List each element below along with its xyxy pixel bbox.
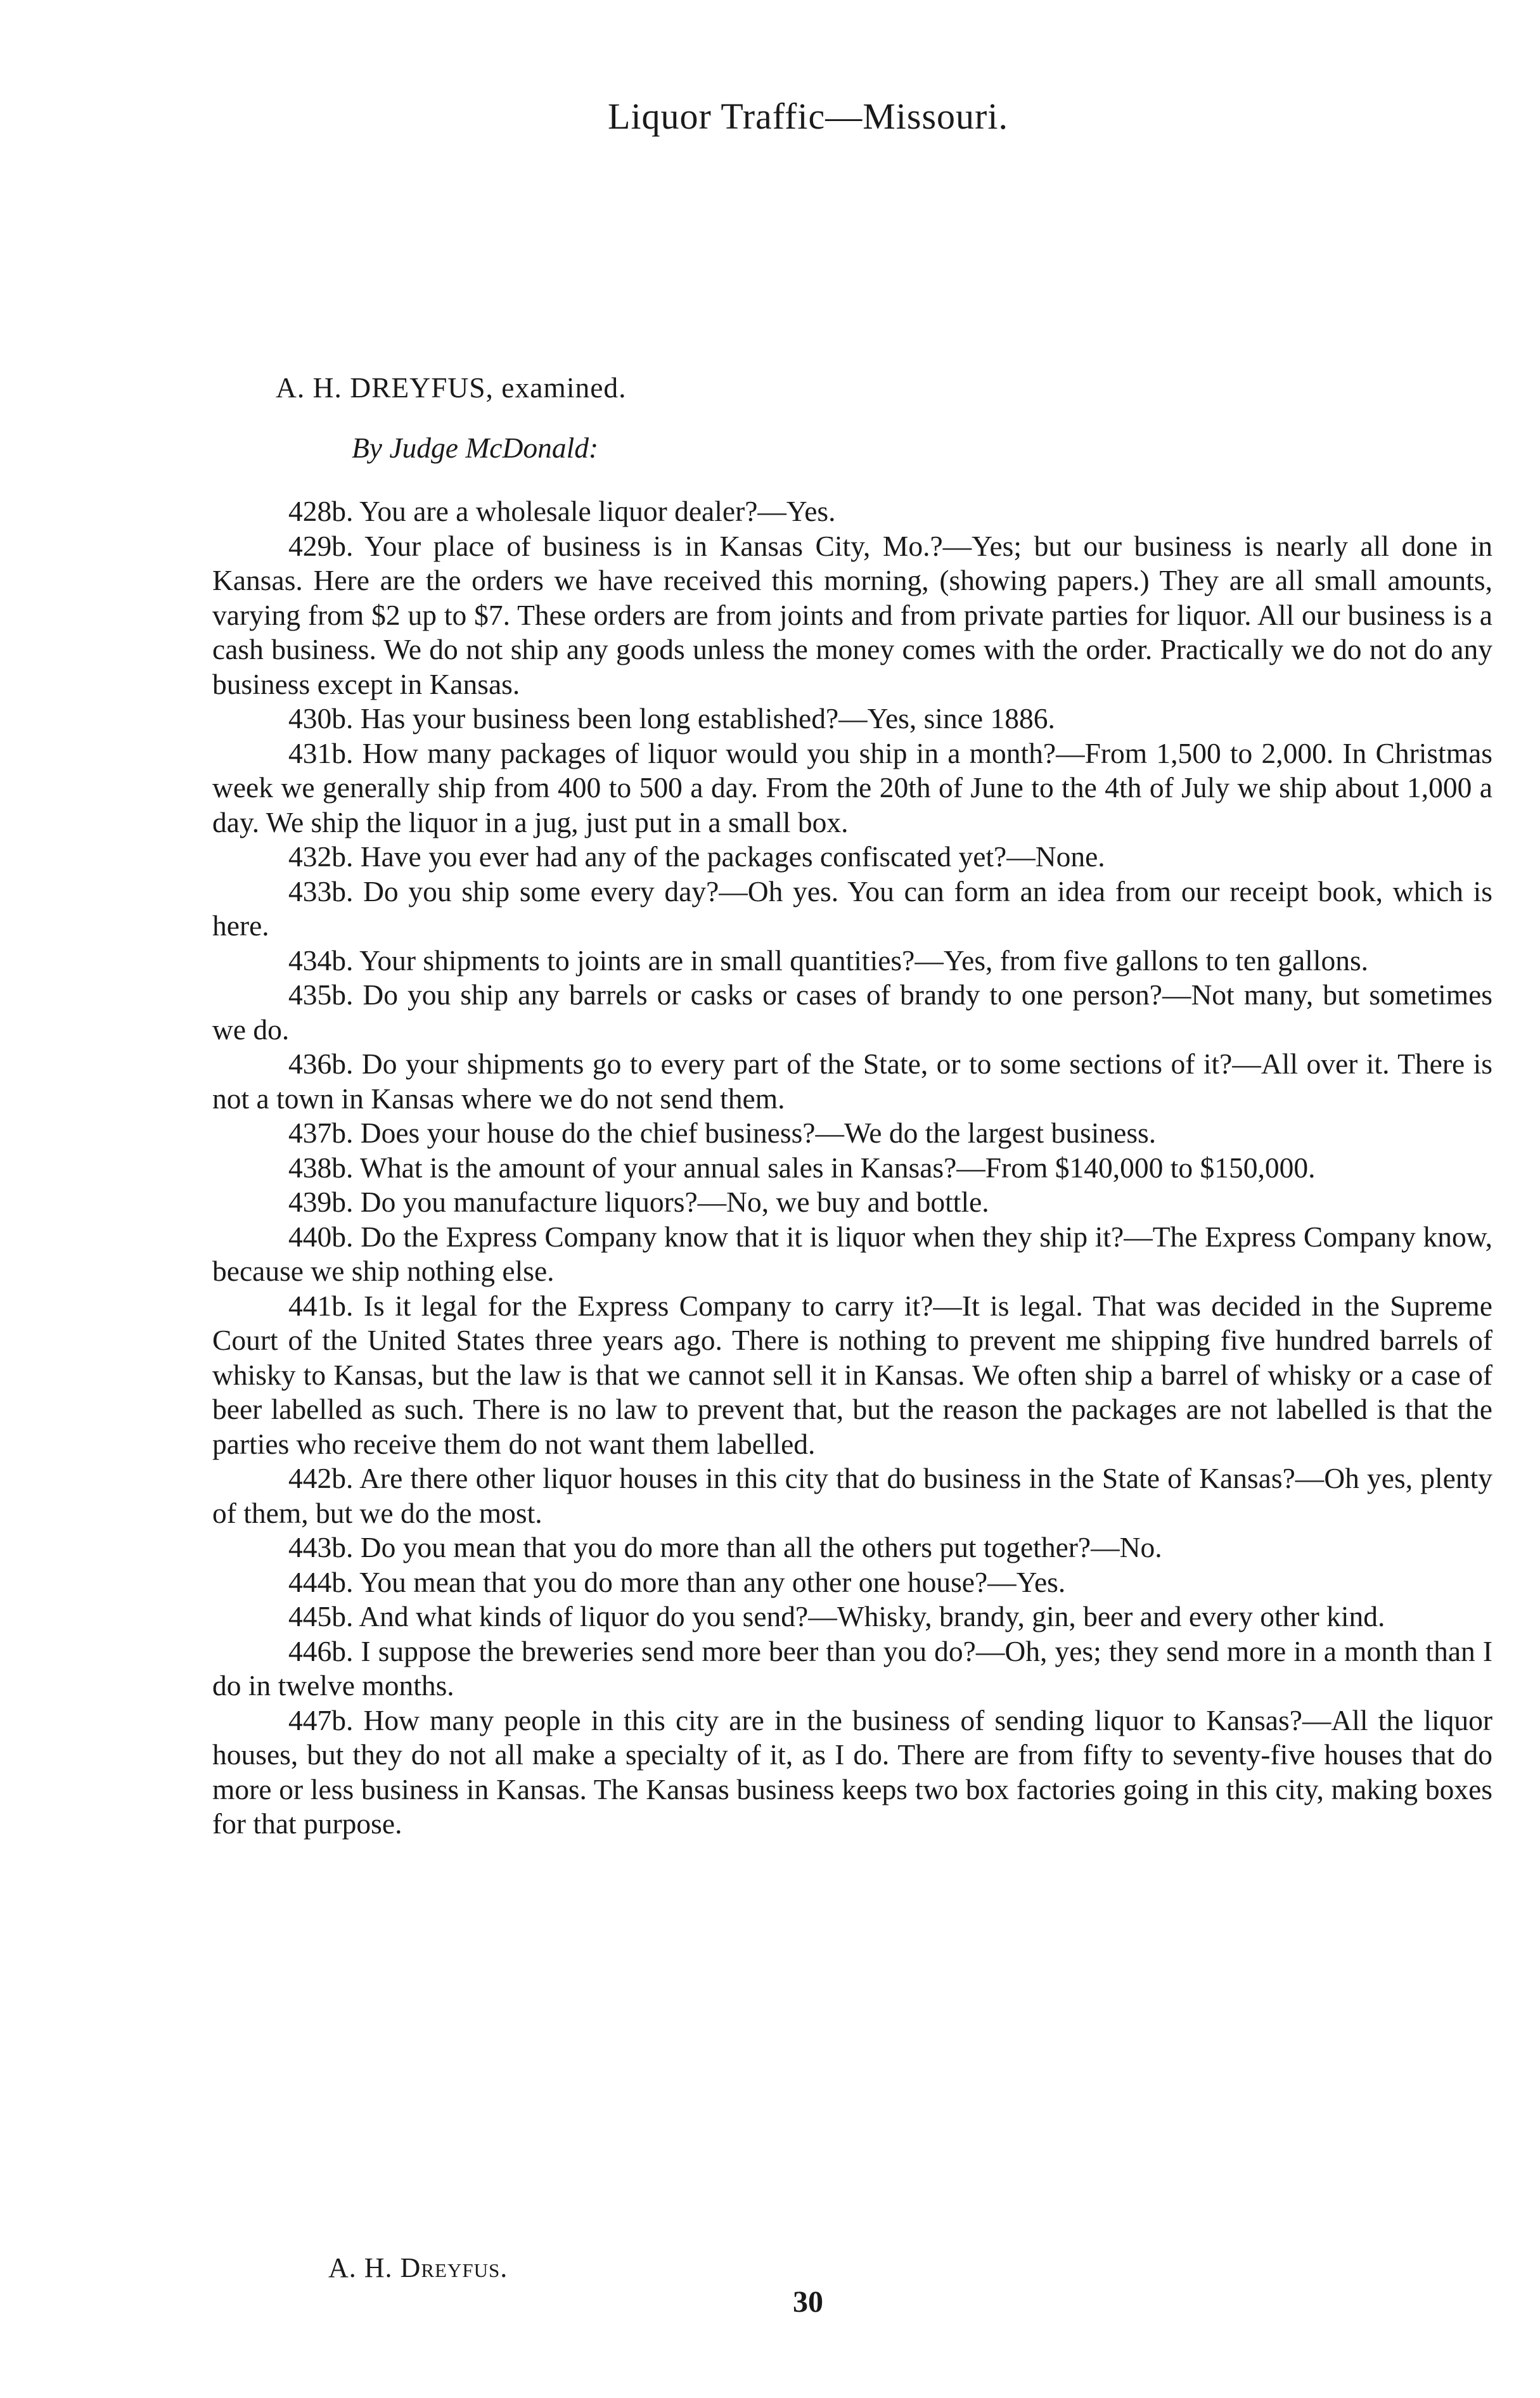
question-answer-text: What is the amount of your annual sales in Kansas?—From $140,000 to $150,000. (359, 1151, 1316, 1184)
witness-signature: A. H. Dreyfus. (328, 2252, 508, 2283)
question-number: 443b. (288, 1531, 354, 1563)
question-number: 438b. (288, 1151, 354, 1184)
question-number: 434b. (288, 944, 354, 977)
qa-paragraph (212, 529, 1492, 702)
question-answer-text: Do you ship some every day?—Oh yes. You can form an idea from our receipt book, which is here. (212, 875, 1493, 942)
question-answer-text: Are there other liquor houses in this city that do business in the State of Kansas?—Oh yes, plenty of them, but we do the most. (212, 1462, 1492, 1529)
qa-paragraph (212, 494, 1492, 529)
question-answer-list (212, 494, 1492, 1842)
qa-paragraph (212, 1151, 1492, 1186)
qa-paragraph (212, 702, 1492, 736)
question-number: 433b. (288, 875, 354, 907)
page-number: 30 (793, 2285, 823, 2319)
question-answer-text: And what kinds of liquor do you send?—Whisky, brandy, gin, beer and every other kind. (359, 1600, 1385, 1632)
qa-paragraph (212, 1565, 1492, 1600)
qa-paragraph (212, 1600, 1492, 1634)
question-answer-text: Do you manufacture liquors?—No, we buy and bottle. (360, 1186, 989, 1218)
question-answer-text: Do your shipments go to every part of the State, or to some sections of it?—All over it. There is not a town in Kansas where we do not send them. (212, 1048, 1493, 1115)
question-answer-text: Your shipments to joints are in small quantities?—Yes, from five gallons to ten gallons. (359, 944, 1369, 977)
question-number: 437b. (288, 1117, 354, 1149)
witness-heading: A. H. DREYFUS, examined. (276, 371, 627, 404)
qa-paragraph (212, 1289, 1492, 1462)
qa-paragraph (212, 1634, 1492, 1703)
question-answer-text: Do you ship any barrels or casks or cases of brandy to one person?—Not many, but sometimes we do. (212, 978, 1492, 1046)
question-number: 446b. (288, 1634, 354, 1667)
question-answer-text: You are a wholesale liquor dealer?—Yes. (359, 495, 836, 527)
question-number: 440b. (288, 1220, 354, 1253)
question-answer-text: Is it legal for the Express Company to carry it?—It is legal. That was decided in the Supreme Court of the United States three years ago. There is nothing to prevent me shipping five hundred barrels of whisky to Kansas, but the law is that we cannot sell it in Kansas. We often ship a barrel of whisky or a case of beer labelled as such. There is no law to prevent that, but the reason the packages are not labelled is that the parties who receive them do not want them labelled. (212, 1289, 1492, 1460)
question-answer-text: I suppose the breweries send more beer than you do?—Oh, yes; they send more in a month than I do in twelve months. (212, 1634, 1492, 1702)
question-number: 430b. (288, 702, 354, 734)
question-answer-text: Have you ever had any of the packages confiscated yet?—None. (360, 840, 1105, 873)
question-number: 428b. (288, 495, 354, 527)
question-number: 441b. (288, 1289, 354, 1322)
question-number: 447b. (288, 1703, 354, 1736)
testimony-body (212, 371, 1492, 1842)
qa-paragraph (212, 875, 1492, 944)
question-number: 435b. (288, 978, 354, 1011)
question-answer-text: How many packages of liquor would you ship in a month?—From 1,500 to 2,000. In Christmas week we generally ship from 400 to 500 a day. From the 20th of June to the 4th of July we ship about 1,000 a day. We ship the liquor in a jug, just put in a small box. (212, 736, 1493, 838)
question-number: 436b. (288, 1048, 354, 1080)
qa-paragraph (212, 1461, 1492, 1530)
qa-paragraph (212, 944, 1492, 978)
question-answer-text: Do you mean that you do more than all the others put together?—No. (360, 1531, 1162, 1563)
question-answer-text: Do the Express Company know that it is liquor when they ship it?—The Express Company know, because we ship nothing else. (212, 1220, 1493, 1287)
question-number: 442b. (288, 1462, 354, 1494)
question-number: 439b. (288, 1186, 354, 1218)
question-number: 445b. (288, 1600, 354, 1632)
question-number: 429b. (288, 529, 354, 562)
qa-paragraph (212, 1047, 1492, 1116)
qa-paragraph (212, 1530, 1492, 1565)
qa-paragraph (212, 736, 1492, 840)
qa-paragraph (212, 840, 1492, 875)
examiner-line: By Judge McDonald: (352, 431, 599, 464)
question-answer-text: How many people in this city are in the business of sending liquor to Kansas?—All the liquor houses, but they do not all make a specialty of it, as I do. There are from fifty to seventy-five houses that do more or less business in Kansas. The Kansas business keeps two box factories going in this city, making boxes for that purpose. (212, 1703, 1493, 1840)
qa-paragraph (212, 1185, 1492, 1220)
qa-paragraph (212, 1116, 1492, 1151)
qa-paragraph (212, 1220, 1492, 1289)
qa-paragraph (212, 1703, 1492, 1842)
question-number: 431b. (288, 736, 354, 769)
running-head: Liquor Traffic—Missouri. (608, 96, 1008, 137)
question-answer-text: Has your business been long established?—Yes, since 1886. (360, 702, 1055, 734)
question-number: 444b. (288, 1565, 354, 1598)
qa-paragraph (212, 978, 1492, 1047)
question-answer-text: You mean that you do more than any other one house?—Yes. (359, 1565, 1066, 1598)
question-number: 432b. (288, 840, 354, 873)
question-answer-text: Your place of business is in Kansas City, Mo.?—Yes; but our business is nearly all done in Kansas. Here are the orders we have received this morning, (showing papers.) They are all small amounts, varying from $2 up to $7. These orders are from joints and from private parties for liquor. All our business is a cash business. We do not ship any goods unless the money comes with the order. Practically we do not do any business except in Kansas. (212, 529, 1492, 700)
question-answer-text: Does your house do the chief business?—We do the largest business. (360, 1117, 1157, 1149)
